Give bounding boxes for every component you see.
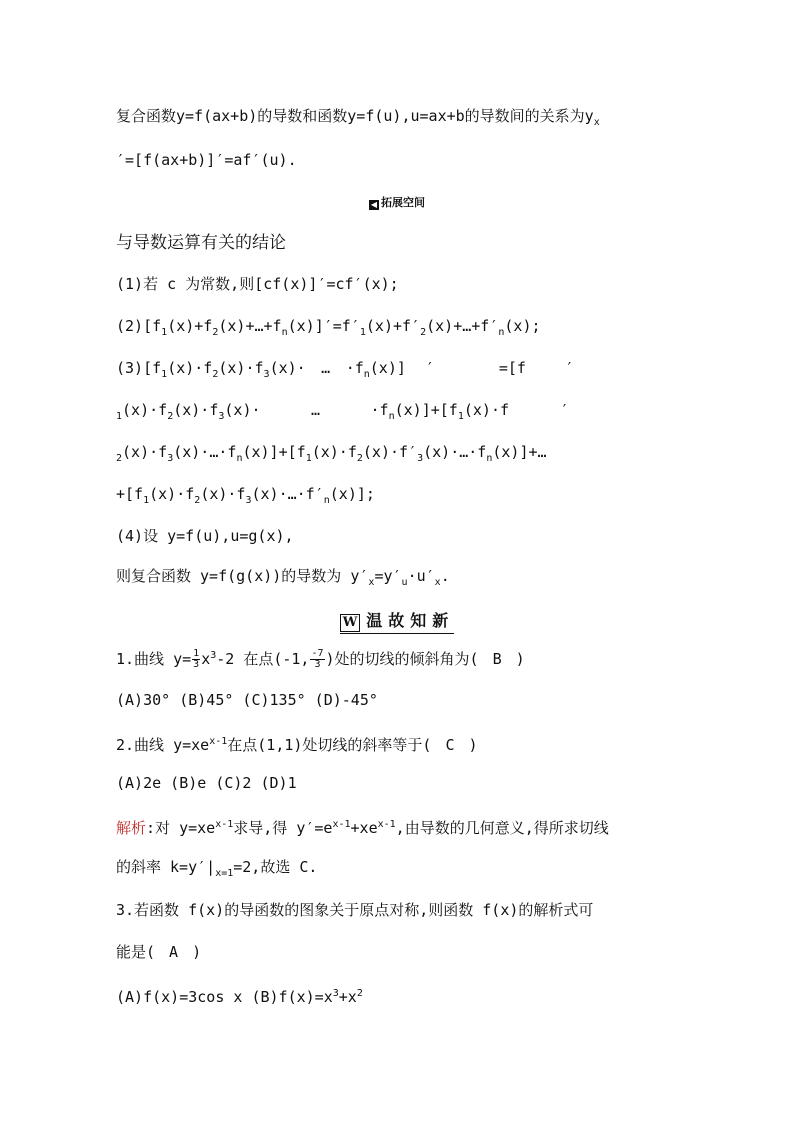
c2-part: (x); [504, 317, 541, 335]
conclusion-3-line-4 [116, 482, 375, 513]
q2-part: 在点(1,1)处切线的斜率等于( [227, 736, 432, 754]
analysis-part: :对 y=xe [146, 819, 216, 837]
w-badge-icon: W [340, 614, 361, 632]
analysis-part: 的斜率 k=y′| [116, 858, 216, 876]
c3-sub: n [486, 453, 493, 464]
conclusion-3-line-3 [116, 440, 547, 471]
c3-part: +[f [116, 485, 144, 503]
c5-sub: x [368, 577, 375, 588]
c2-part: (x)+f [167, 317, 213, 335]
c3-part: (x)·f [122, 401, 168, 419]
conclusions-heading: 与导数运算有关的结论 [116, 233, 286, 253]
c3-sub: 2 [167, 411, 174, 422]
c3-part: (x)]+… [492, 443, 547, 461]
c3-part: (x)·f′ [362, 443, 418, 461]
expand-heading [0, 194, 794, 210]
q3-answer: A [169, 943, 179, 961]
q3-sup: 3 [332, 988, 339, 999]
c3-sub: 1 [116, 411, 123, 422]
c3-sub: 3 [245, 495, 252, 506]
question-3-stem-2 [116, 940, 201, 964]
c2-sub: 1 [359, 327, 366, 338]
c3-sub: 2 [212, 369, 219, 380]
c3-prime: ′ [425, 359, 435, 377]
question-2-analysis-2 [116, 855, 317, 886]
c3-sub: 2 [356, 453, 363, 464]
c3-sub: 3 [263, 369, 270, 380]
c5-part: 则复合函数 y=f(g(x))的导数为 y′ [116, 567, 369, 585]
c3-part: (3)[f [116, 359, 162, 377]
c3-sub: 1 [457, 411, 464, 422]
analysis-part: 求导,得 y′=e [233, 819, 333, 837]
q1-part: -2 在点(-1, [216, 650, 310, 668]
c2-sub: 2 [212, 327, 219, 338]
c3-prime: ′ [560, 401, 570, 419]
q3-option-part: (A)f(x)=3cos x (B)f(x)=x [116, 988, 333, 1006]
review-heading-underline [340, 608, 455, 634]
analysis-sup: x-1 [377, 819, 396, 830]
c3-sub: 1 [161, 369, 168, 380]
fraction-denominator: 3 [314, 659, 321, 670]
c2-part: (x)+f′ [365, 317, 421, 335]
fraction-neg7-3 [310, 649, 324, 670]
c3-part: ·f [370, 401, 389, 419]
analysis-sup: x-1 [215, 819, 234, 830]
c5-part: . [440, 567, 450, 585]
c3-sub: n [236, 453, 243, 464]
conclusion-5 [116, 564, 450, 595]
expand-title: 拓展空间 [381, 196, 425, 209]
c3-part: (x)· [224, 401, 261, 419]
analysis-sub: x=1 [215, 868, 234, 879]
q2-part: ) [468, 736, 478, 754]
c3-sub: 3 [167, 453, 174, 464]
c3-part: (x)·f [218, 359, 264, 377]
q3-part: 能是( [116, 943, 156, 961]
q1-part: ) [515, 650, 525, 668]
c3-part: (x)·f [200, 485, 246, 503]
c2-part: (x)+…+f′ [426, 317, 499, 335]
c3-part: (x)] [369, 359, 406, 377]
c3-part: (x)·f [463, 401, 510, 419]
q2-answer: C [445, 736, 455, 754]
c2-sub: 1 [161, 327, 168, 338]
c3-ellipsis: … [321, 359, 331, 377]
q1-part: 1.曲线 y= [116, 650, 192, 668]
c3-part: (x)·f [167, 359, 213, 377]
fraction-1-3 [192, 649, 200, 670]
c3-part: (x)·…·f [423, 443, 487, 461]
c2-part: (x)]′=f′ [287, 317, 360, 335]
c3-sub: 3 [417, 453, 424, 464]
question-1-stem [116, 644, 525, 671]
conclusion-1: (1)若 c 为常数,则[cf(x)]′=cf′(x); [116, 275, 399, 293]
q3-sup: 2 [356, 988, 363, 999]
review-heading [0, 608, 794, 634]
c3-part: (x)· [269, 359, 306, 377]
fraction-numerator: 1 [193, 648, 200, 659]
c3-sub: n [363, 369, 370, 380]
c3-sub: n [323, 495, 330, 506]
c2-part: (2)[f [116, 317, 162, 335]
c3-sub: 1 [143, 495, 150, 506]
c3-part: (x)·…·f′ [251, 485, 324, 503]
fraction-numerator: -7 [311, 648, 324, 659]
question-2-stem [116, 730, 478, 757]
c2-part: (x)+…+f [218, 317, 282, 335]
conclusion-2 [116, 314, 541, 345]
c5-sub: x [434, 577, 441, 588]
question-3-options [116, 982, 363, 1009]
q1-part: )处的切线的倾斜角为( [325, 650, 479, 668]
q1-sup: 3 [210, 650, 217, 661]
c3-part: (x)·f [122, 443, 168, 461]
analysis-sup: x-1 [332, 819, 351, 830]
question-1-options: (A)30° (B)45° (C)135° (D)-45° [116, 691, 378, 709]
intro-line-1 [116, 104, 600, 135]
intro-line-2: ′=[f(ax+b)]′=af′(u). [116, 151, 297, 169]
c2-sub: 2 [420, 327, 427, 338]
q1-answer: B [492, 650, 502, 668]
question-2-analysis [116, 813, 609, 840]
c3-part: (x)]+[f [242, 443, 306, 461]
question-2-options: (A)2e (B)e (C)2 (D)1 [116, 774, 297, 792]
q3-part: ) [192, 943, 202, 961]
c3-sub: 1 [305, 453, 312, 464]
analysis-part: +xe [350, 819, 378, 837]
c3-part: ·f [345, 359, 364, 377]
question-3-stem: 3.若函数 f(x)的导函数的图象关于原点对称,则函数 f(x)的解析式可 [116, 901, 594, 919]
c2-sub: n [281, 327, 288, 338]
review-title: 温故知新 [366, 611, 455, 630]
c3-ellipsis: … [311, 401, 321, 419]
q2-part: 2.曲线 y=xe [116, 736, 210, 754]
c5-part: =y′ [374, 567, 402, 585]
c5-sub: u [401, 577, 408, 588]
c2-sub: n [498, 327, 505, 338]
c3-part: (x)·…·f [173, 443, 237, 461]
q3-option-part: +x [338, 988, 357, 1006]
c3-sub: n [388, 411, 395, 422]
q2-sup: x-1 [209, 736, 228, 747]
c3-part: (x)·f [311, 443, 357, 461]
c3-sub: 2 [116, 453, 123, 464]
intro-text-1: 复合函数y=f(ax+b)的导数和函数y=f(u),u=ax+b的导数间的关系为y [116, 107, 594, 125]
c3-prime: ′ [564, 359, 574, 377]
conclusion-3-line-2 [116, 398, 569, 429]
c3-part: (x)]+[f [394, 401, 458, 419]
analysis-part: =2,故选 C. [233, 858, 318, 876]
conclusion-3-line-1 [116, 356, 574, 387]
c5-part: ·u′ [407, 567, 435, 585]
analysis-label: 解析 [116, 819, 147, 837]
c3-part: =[f [498, 359, 526, 377]
c3-part: (x)·f [149, 485, 195, 503]
q1-part: x [201, 650, 211, 668]
c3-part: (x)·f [173, 401, 219, 419]
conclusion-4: (4)设 y=f(u),u=g(x), [116, 527, 294, 545]
intro-subscript: x [593, 117, 600, 128]
speaker-icon: ◀ [370, 200, 378, 209]
analysis-part: ,由导数的几何意义,得所求切线 [395, 819, 609, 837]
c3-sub: 3 [218, 411, 225, 422]
fraction-denominator: 3 [193, 659, 200, 670]
c3-sub: 2 [194, 495, 201, 506]
c3-part: (x)]; [329, 485, 375, 503]
